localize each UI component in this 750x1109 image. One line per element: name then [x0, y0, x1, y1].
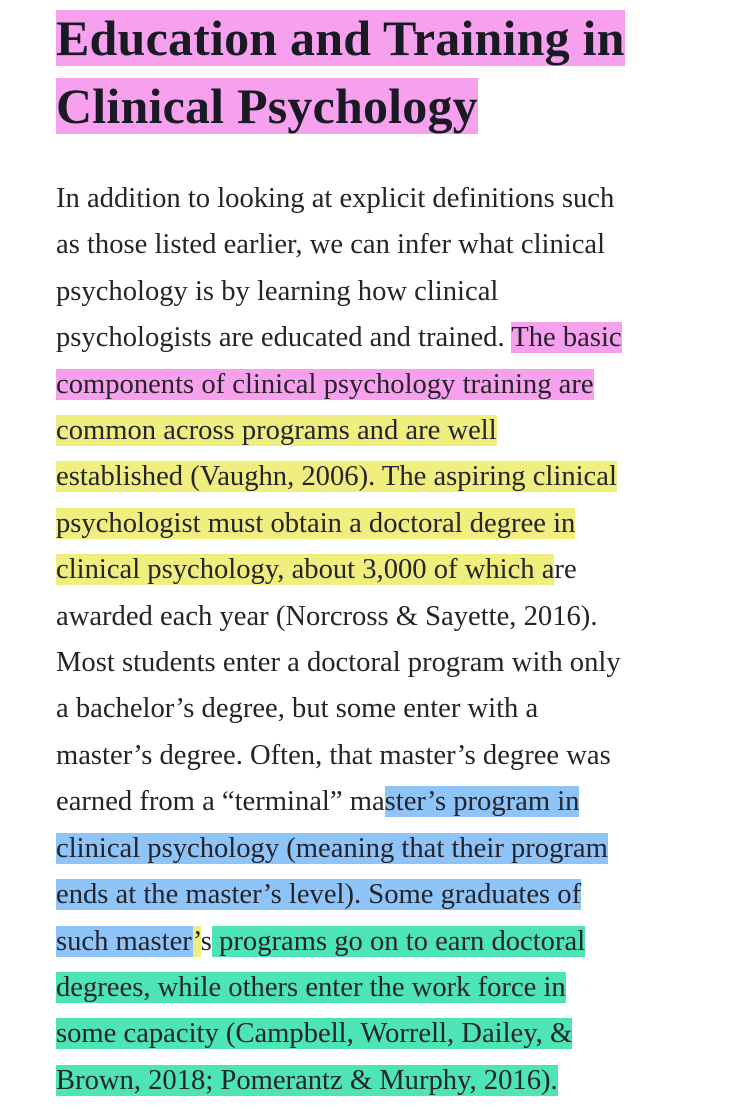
- title-line-2: [56, 72, 736, 140]
- green-highlight: programs go on to earn doctoral: [211, 925, 586, 957]
- paragraph-line: [56, 1011, 736, 1057]
- text-segment: master’s degree. Often, that master’s degree was: [56, 739, 611, 771]
- paragraph-line: [56, 454, 736, 500]
- blue-highlight: clinical psychology (meaning that their program: [56, 832, 608, 864]
- document-page: [56, 4, 736, 1104]
- paragraph-line: [56, 919, 736, 965]
- paragraph-line: [56, 547, 736, 593]
- paragraph-line: [56, 222, 736, 268]
- paragraph-line: [56, 1058, 736, 1104]
- title-highlight: Education and Training in: [56, 10, 625, 66]
- blue-highlight: such master: [56, 925, 193, 957]
- paragraph-line: [56, 176, 736, 222]
- yellow-highlight: psychologist must obtain a doctoral degree in: [56, 507, 576, 539]
- text-segment: psychologists are educated and trained.: [56, 322, 512, 354]
- text-segment: as those listed earlier, we can infer what clinical: [56, 229, 606, 261]
- text-segment: awarded each year (Norcross & Sayette, 2016).: [56, 600, 598, 632]
- title-line-1: [56, 4, 736, 72]
- text-segment: psychology is by learning how clinical: [56, 275, 499, 307]
- paragraph-line: [56, 315, 736, 361]
- green-highlight: Brown, 2018; Pomerantz & Murphy, 2016).: [56, 1064, 558, 1096]
- paragraph-line: [56, 779, 736, 825]
- yellow-highlight: established (Vaughn, 2006). The aspiring clinical: [56, 461, 617, 493]
- paragraph-line: [56, 965, 736, 1011]
- text-segment: In addition to looking at explicit definitions such: [56, 183, 615, 214]
- green-highlight: degrees, while others enter the work force in: [56, 971, 566, 1003]
- paragraph-line: [56, 501, 736, 547]
- paragraph-line: [56, 408, 736, 454]
- yellow-highlight: ’: [192, 925, 201, 957]
- paragraph-line: [56, 640, 736, 686]
- paragraph-line: [56, 686, 736, 732]
- text-segment: earned from a “terminal” ma: [56, 786, 385, 818]
- text-segment: Most students enter a doctoral program with only: [56, 647, 621, 679]
- title-highlight: Clinical Psychology: [56, 78, 478, 134]
- text-segment: a bachelor’s degree, but some enter with a: [56, 693, 539, 725]
- paragraph-line: [56, 269, 736, 315]
- paragraph-line: [56, 594, 736, 640]
- paragraph-line: [56, 826, 736, 872]
- green-highlight: some capacity (Campbell, Worrell, Dailey, &: [56, 1018, 573, 1050]
- body-paragraph: [56, 176, 736, 1104]
- pink-highlight: The basic: [511, 322, 622, 354]
- blue-highlight: ster’s program in: [384, 786, 580, 818]
- text-segment: re: [554, 554, 577, 586]
- paragraph-line: [56, 362, 736, 408]
- text-segment: s: [200, 925, 212, 957]
- blue-highlight: ends at the master’s level). Some graduates of: [56, 879, 582, 911]
- paragraph-line: [56, 733, 736, 779]
- paragraph-line: [56, 872, 736, 918]
- pink-highlight: components of clinical psychology training are: [56, 368, 594, 400]
- yellow-highlight: common across programs and are well: [56, 415, 497, 447]
- yellow-highlight: clinical psychology, about 3,000 of which a: [56, 554, 555, 586]
- page-title: [56, 4, 736, 140]
